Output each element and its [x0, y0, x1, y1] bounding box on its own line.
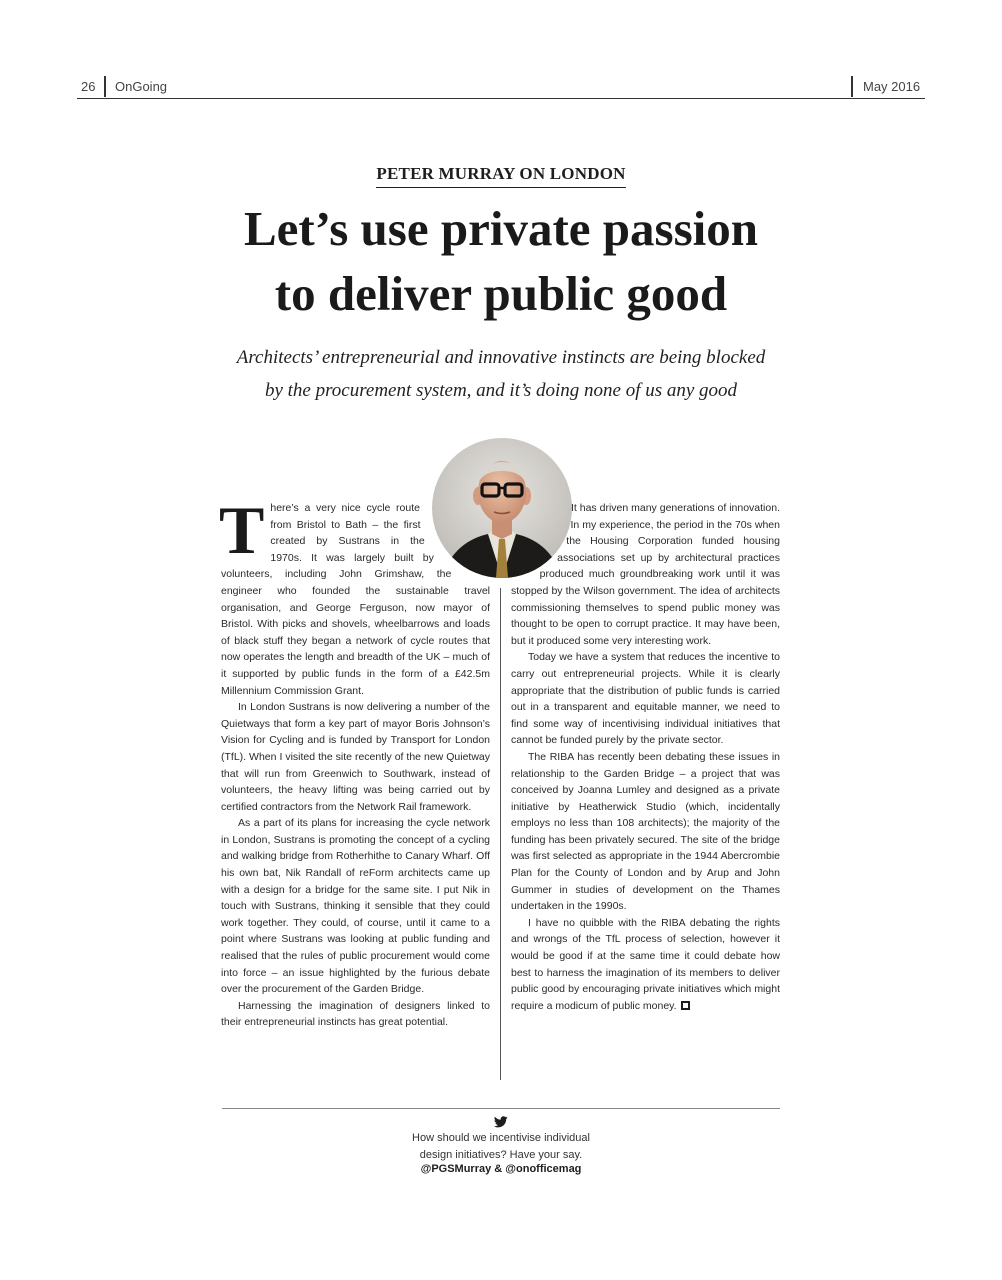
kicker-container	[0, 164, 1002, 188]
footer-rule	[222, 1108, 780, 1109]
header-divider	[104, 76, 106, 97]
body-paragraph: here’s a very nice cycle route from Bristol to Bath – the first created by Sustrans in the 1970s. It was largely built by volunteers, including John Grimshaw, the engineer who founded the sustainable travel organisation, and George Ferguson, now mayor of Bristol. With picks and shovels, wheelbarrows and loads of black stuff they began a network of cycle routes that now operates the length and breadth of the UK – much of it supported by public funds in the form of a £42.5m Millennium Commission Grant.	[221, 502, 490, 697]
standfirst	[0, 341, 1002, 407]
footer-question-line: How should we incentivise individual	[412, 1132, 590, 1144]
column-divider	[500, 588, 501, 1080]
article-column-right	[511, 500, 780, 1014]
page-number: 26	[81, 79, 96, 94]
body-paragraph: Today we have a system that reduces the incentive to carry out entrepreneurial projects. While it is clearly appropriate that the distribution of public funds is carried out in a transparent and equitable manner, we need to find some way of incentivising individual initiatives that cannot be funded purely by the private sector.	[511, 651, 780, 747]
body-paragraph: Harnessing the imagination of designers linked to their entrepreneurial instincts has great potential.	[221, 999, 490, 1029]
footer-question	[0, 1130, 1002, 1163]
body-paragraph: In London Sustrans is now delivering a number of the Quietways that form a key part of mayor Boris Johnson’s Vision for Cycling and is funded by Transport for London (TfL). When I visited the site recently of the new Quietway that will run from Greenwich to Southwark, instead of volunteers, the heavy lifting was being carried out by certified contractors from the Network Rail framework.	[221, 701, 490, 813]
body-paragraph: The RIBA has recently been debating these issues in relationship to the Garden Bridge – a project that was conceived by Joanna Lumley and designed as a private initiative by Heatherwick Studio (which, incidentally employs no less than 108 architects); the majority of the funding has been privately secured. The site of the bridge was first selected as appropriate in the 1944 Abercrombie Plan for the County of London and by Arup and John Gummer in studies of development on the Thames undertaken in the 1990s.	[511, 750, 780, 913]
running-header	[77, 76, 925, 99]
end-of-article-icon	[681, 1001, 690, 1010]
issue-date: May 2016	[863, 79, 921, 94]
article-column-left	[219, 492, 490, 1031]
twitter-bird-icon	[494, 1116, 508, 1128]
headline-line: Let’s use private passion	[243, 201, 759, 256]
drop-cap: T	[219, 492, 265, 568]
headline-line: to deliver public good	[274, 266, 728, 321]
headline	[0, 196, 1002, 326]
section-name: OnGoing	[115, 79, 168, 94]
body-paragraph: It has driven many generations of innovation. In my experience, the period in the 70s when the Housing Corporation funded housing associations set up by architectural practices produced much groundbreaking work until it was stopped by the Wilson government. The idea of architects commissioning themselves to spend public money was thought to be open to corrupt practice. It may have been, but it produced some very interesting work.	[511, 502, 780, 647]
standfirst-line: by the procurement system, and it’s doing none of us any good	[264, 380, 738, 401]
body-paragraph: As a part of its plans for increasing the cycle network in London, Sustrans is promoting the concept of a cycling and walking bridge from Rotherhithe to Canary Wharf. Off his own bat, Nik Randall of reForm architects came up with a design for a bridge for the same site. I put Nik in touch with Sustrans, thinking it sensible that they could work together. They could, of course, until it came to a point where Sustrans was looking at public funding and realised that the rules of public procurement would come into force – an issue highlighted by the furious debate over the procurement of the Garden Bridge.	[221, 817, 490, 996]
column-kicker: PETER MURRAY ON LONDON	[376, 164, 625, 188]
header-divider	[851, 76, 853, 97]
body-paragraph-text: I have no quibble with the RIBA debating the rights and wrongs of the TfL process of selection, however it would be good if at the same time it could debate how best to harness the imagination of its members to deliver public good by encouraging private initiatives which might require a modicum of public money.	[511, 916, 780, 1012]
body-paragraph-last	[511, 915, 780, 1015]
twitter-handles[interactable]: @PGSMurray & @onofficemag	[420, 1163, 582, 1175]
standfirst-line: Architects’ entrepreneurial and innovative instincts are being blocked	[236, 347, 766, 368]
footer-question-line: design initiatives? Have your say.	[419, 1148, 583, 1161]
